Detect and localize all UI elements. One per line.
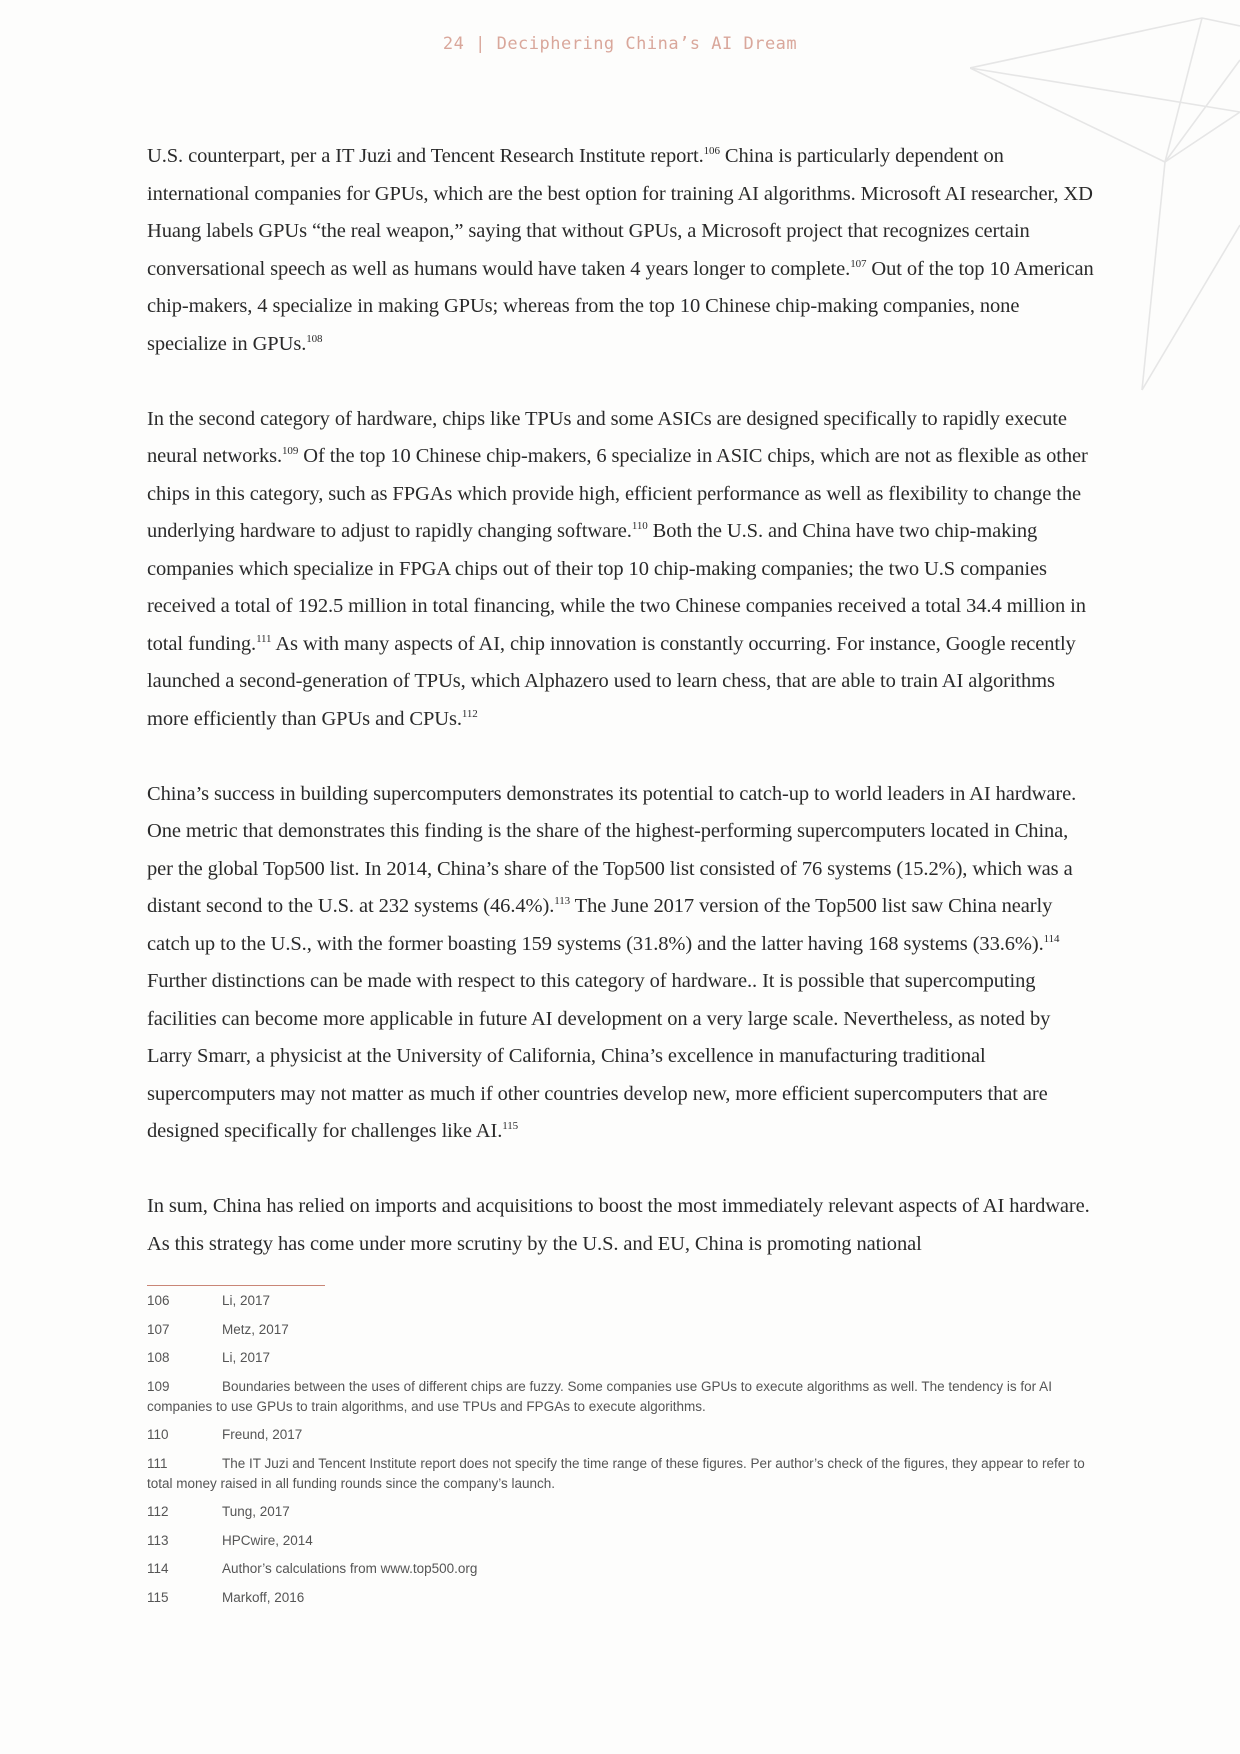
paragraph-text: U.S. counterpart, per a IT Juzi and Tencent Research Institute report.: [147, 145, 704, 167]
footnote-text: Freund, 2017: [222, 1427, 303, 1442]
paragraph-text: China is particularly dependent on international companies for GPUs, which are the best option for training AI algorithms. Microsoft AI researcher, XD Huang labels GPUs “the real weapon,” saying that without GPUs, a Microsoft project that recognizes certain conversational speech as well as humans would have taken 4 years longer to complete.: [147, 145, 1093, 280]
body-paragraph: [147, 1188, 1097, 1263]
footnote-number: 106: [147, 1293, 170, 1308]
footnote-number: 109: [147, 1378, 170, 1394]
footnote-text: Tung, 2017: [222, 1504, 290, 1519]
body-paragraph: [147, 138, 1097, 363]
paragraph-text: Further distinctions can be made with respect to this category of hardware.. It is possible that supercomputing facilities can become more applicable in future AI development on a very large scale. Nevertheless, as noted by Larry Smarr, a physicist at the University of California, China’s excellence in manufacturing traditional supercomputers may not matter as much if other countries develop new, more efficient supercomputers that are designed specifically for challenges like AI.: [147, 970, 1051, 1142]
body-paragraph: [147, 776, 1097, 1151]
footnote-reference: 109: [282, 445, 299, 457]
footnote: [147, 1559, 1097, 1579]
footnote: [147, 1531, 1097, 1551]
footnote: [147, 1425, 1097, 1445]
footnote-text: Li, 2017: [222, 1293, 271, 1308]
footnote-divider: [147, 1285, 325, 1286]
paragraph-text: The June 2017 version of the Top500 list saw China nearly catch up to the U.S., with the former boasting 159 systems (31.8%) and the latter having 168 systems (33.6%).: [147, 895, 1053, 955]
footnotes: [147, 1291, 1097, 1616]
footnote-reference: 107: [850, 257, 867, 270]
paragraph-text: In sum, China has relied on imports and acquisitions to boost the most immediately relevant aspects of AI hardware. As this strategy has come under more scrutiny by the U.S. and EU, China is promoting national: [147, 1195, 1090, 1255]
paragraph-text: In the second category of hardware, chips like TPUs and some ASICs are designed specifically to rapidly execute neural networks.: [147, 407, 1067, 467]
footnote: [147, 1588, 1097, 1608]
paragraph-text: As with many aspects of AI, chip innovation is constantly occurring. For instance, Google recently launched a second-generation of TPUs, which Alphazero used to learn chess, that are able to train AI algorithms more efficiently than GPUs and CPUs.: [147, 632, 1076, 730]
page-header: [0, 34, 1240, 54]
page-number: 24: [442, 34, 465, 54]
body-text: [147, 138, 1097, 1301]
paragraph-text: Out of the top 10 American chip-makers, 4 specialize in making GPUs; whereas from the top 10 Chinese chip-making companies, none specialize in GPUs.: [147, 257, 1094, 355]
footnote-reference: 110: [631, 520, 648, 532]
footnote-reference: 113: [554, 895, 571, 907]
footnote-reference: 106: [703, 145, 720, 157]
footnote: [147, 1291, 1097, 1311]
footnote: [147, 1454, 1097, 1494]
footnote-text: HPCwire, 2014: [222, 1532, 313, 1548]
paragraph-text: China’s success in building supercomputers demonstrates its potential to catch-up to world leaders in AI hardware. One metric that demonstrates this finding is the share of the highest-performing supercomputers located in China, per the global Top500 list. In 2014, China’s share of the Top500 list consisted of 76 systems (15.2%), which was a distant second to the U.S. at 232 systems (46.4%).: [147, 782, 1077, 917]
footnote-number: 115: [147, 1589, 169, 1605]
footnote-text: Li, 2017: [222, 1350, 271, 1365]
document-title: Deciphering China’s AI Dream: [496, 34, 798, 54]
footnote-number: 111: [147, 1455, 168, 1471]
footnote-text: Boundaries between the uses of different chips are fuzzy. Some companies use GPUs to execute algorithms as well. The tendency is for AI companies to use GPUs to train algorithms, and use TPUs and FPGAs to execute algorithms.: [147, 1378, 1052, 1414]
footnote-reference: 112: [461, 707, 478, 720]
paragraph-text: Both the U.S. and China have two chip-making companies which specialize in FPGA chips out of their top 10 chip-making companies; the two U.S companies received a total of 192.5 million in total financing, while the two Chinese companies received a total 34.4 million in total funding.: [147, 520, 1086, 655]
footnote-number: 110: [147, 1427, 169, 1442]
footnote: [147, 1377, 1097, 1417]
footnote-number: 114: [147, 1561, 169, 1576]
footnote-reference: 111: [256, 632, 272, 645]
footnote-reference: 108: [306, 332, 323, 345]
footnote-number: 113: [147, 1532, 169, 1548]
footnote-reference: 115: [502, 1120, 519, 1132]
footnote: [147, 1348, 1097, 1368]
footnote-number: 108: [147, 1350, 170, 1365]
footnote-number: 112: [147, 1504, 169, 1519]
header-separator: |: [475, 34, 486, 54]
paragraph-text: Of the top 10 Chinese chip-makers, 6 specialize in ASIC chips, which are not as flexible as other chips in this category, such as FPGAs which provide high, efficient performance as well as flexibility to change the underlying hardware to adjust to rapidly changing software.: [147, 445, 1088, 542]
footnote-text: Author’s calculations from www.top500.org: [222, 1561, 478, 1576]
footnote-reference: 114: [1043, 932, 1060, 945]
footnote-text: The IT Juzi and Tencent Institute report does not specify the time range of these figures. Per author’s check of the figures, they appear to refer to total money raised in all funding rounds since the company’s launch.: [147, 1455, 1085, 1491]
body-paragraph: [147, 401, 1097, 739]
footnote: [147, 1320, 1097, 1340]
footnote: [147, 1502, 1097, 1522]
footnote-text: Metz, 2017: [222, 1321, 289, 1337]
footnote-number: 107: [147, 1321, 170, 1337]
footnote-text: Markoff, 2016: [222, 1589, 305, 1605]
